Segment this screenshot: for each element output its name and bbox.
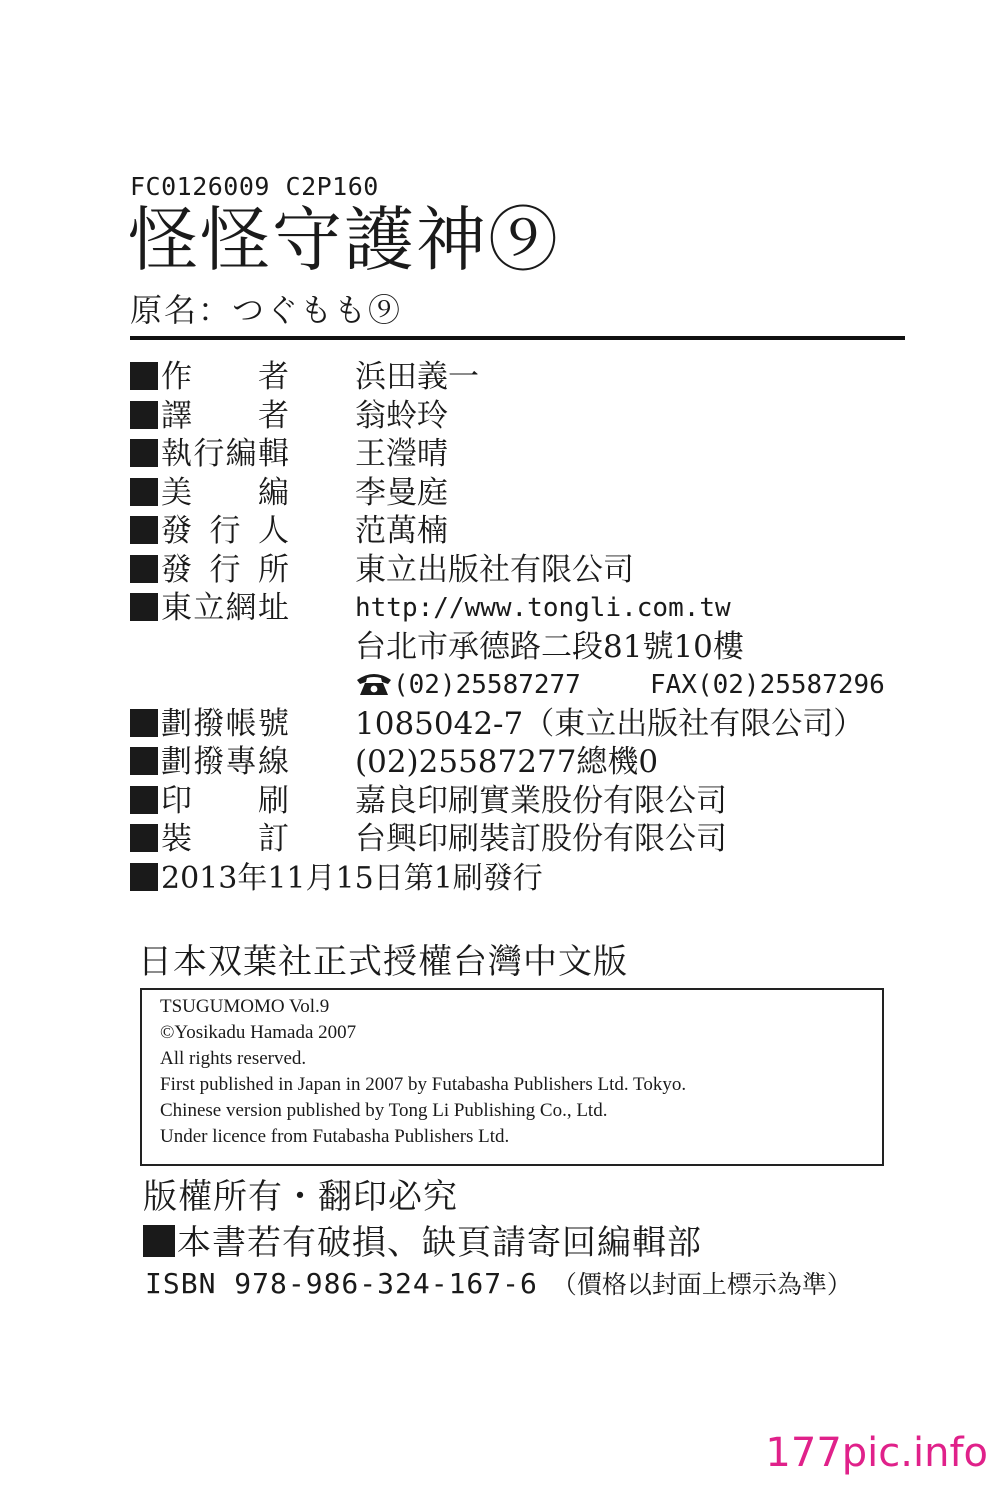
bullet-square-icon [130,824,158,852]
credit-row-editor [130,435,910,474]
credit-label: 印 刷 [161,782,289,819]
credit-value: 翁蛉玲 [355,397,448,434]
credit-label: 發行所 [161,551,289,588]
bullet-square-icon [130,863,158,891]
isbn-code: ISBN 978-986-324-167-6 [145,1267,538,1300]
credit-row-translator [130,397,910,436]
credit-label: 執行編輯 [161,436,289,472]
credits-list [130,358,910,899]
website-url: http://www.tongli.com.tw [355,593,731,623]
bullet-square-icon [130,401,158,429]
bullet-square-icon [143,1225,175,1257]
license-title: 日本双葉社正式授權台灣中文版 [138,942,628,982]
credit-label: 東立網址 [161,590,289,626]
credit-value: 1085042-7（東立出版社有限公司） [355,705,865,742]
credit-label: 美 編 [161,474,289,511]
phone-row [130,666,910,705]
license-line: TSUGUMOMO Vol.9 [160,996,330,1017]
credit-label: 劃撥專線 [161,744,289,780]
address-row [130,628,910,667]
credit-label: 劃撥帳號 [161,705,289,742]
credit-row-binding [130,820,910,859]
license-box [140,988,884,1166]
publish-date: 2013年11月15日第1刷發行 [161,860,543,896]
credit-label: 發行人 [161,513,289,549]
telephone-icon [355,671,393,697]
bullet-square-icon [130,478,158,506]
address: 台北市承德路二段81號10樓 [355,628,744,665]
license-line: First published in Japan in 2007 by Futabasha Publishers Ltd. Tokyo. [160,1074,687,1095]
bullet-square-icon [130,516,158,544]
bullet-square-icon [130,362,158,390]
credit-row-postal-line [130,743,910,782]
book-title: 怪怪守護神⑨ [128,199,560,281]
credit-row-art-editor [130,474,910,513]
bullet-square-icon [130,593,158,621]
credit-value: 台興印刷裝訂股份有限公司 [355,821,727,857]
rights-notice: 版權所有・翻印必究 [143,1177,458,1217]
credit-value: 王瀅晴 [355,436,448,472]
credit-label: 作 者 [161,359,289,395]
credit-label: 裝 訂 [161,821,289,857]
bullet-square-icon [130,786,158,814]
price-note: （價格以封面上標示為準） [551,1270,852,1299]
original-title: 原名：つぐもも⑨ [130,291,403,329]
credit-row-website [130,589,910,628]
isbn-row [145,1267,852,1300]
product-code: FC0126009 C2P160 [130,172,379,201]
bullet-square-icon [130,747,158,775]
damage-notice-row [143,1223,702,1263]
title-divider [130,336,905,340]
bullet-square-icon [130,555,158,583]
credit-value: 東立出版社有限公司 [355,551,634,588]
publish-date-row [130,859,910,899]
credit-row-publisher [130,512,910,551]
bullet-square-icon [130,439,158,467]
fax-number: FAX(02)25587296 [650,670,885,700]
credit-row-publishing-house [130,551,910,590]
credit-row-printing [130,782,910,821]
phone-number: (02)25587277 [393,670,581,700]
license-line: ©Yosikadu Hamada 2007 [160,1022,357,1043]
license-line: All rights reserved. [160,1048,307,1069]
credit-row-postal-account [130,705,910,744]
credit-value: (02)25587277總機0 [355,744,659,780]
credit-row-author [130,358,910,397]
site-watermark: 177pic.info [765,1430,988,1476]
damage-notice: 本書若有破損、缺頁請寄回編輯部 [177,1223,702,1263]
credit-value: 浜田義一 [355,359,479,395]
license-line: Under licence from Futabasha Publishers Ltd. [160,1126,510,1147]
credit-value: 范萬楠 [355,513,448,549]
credit-value: 嘉良印刷實業股份有限公司 [355,782,727,819]
license-line: Chinese version published by Tong Li Publishing Co., Ltd. [160,1100,608,1121]
credit-label: 譯 者 [161,397,289,434]
bullet-square-icon [130,709,158,737]
credit-value: 李曼庭 [355,474,448,511]
